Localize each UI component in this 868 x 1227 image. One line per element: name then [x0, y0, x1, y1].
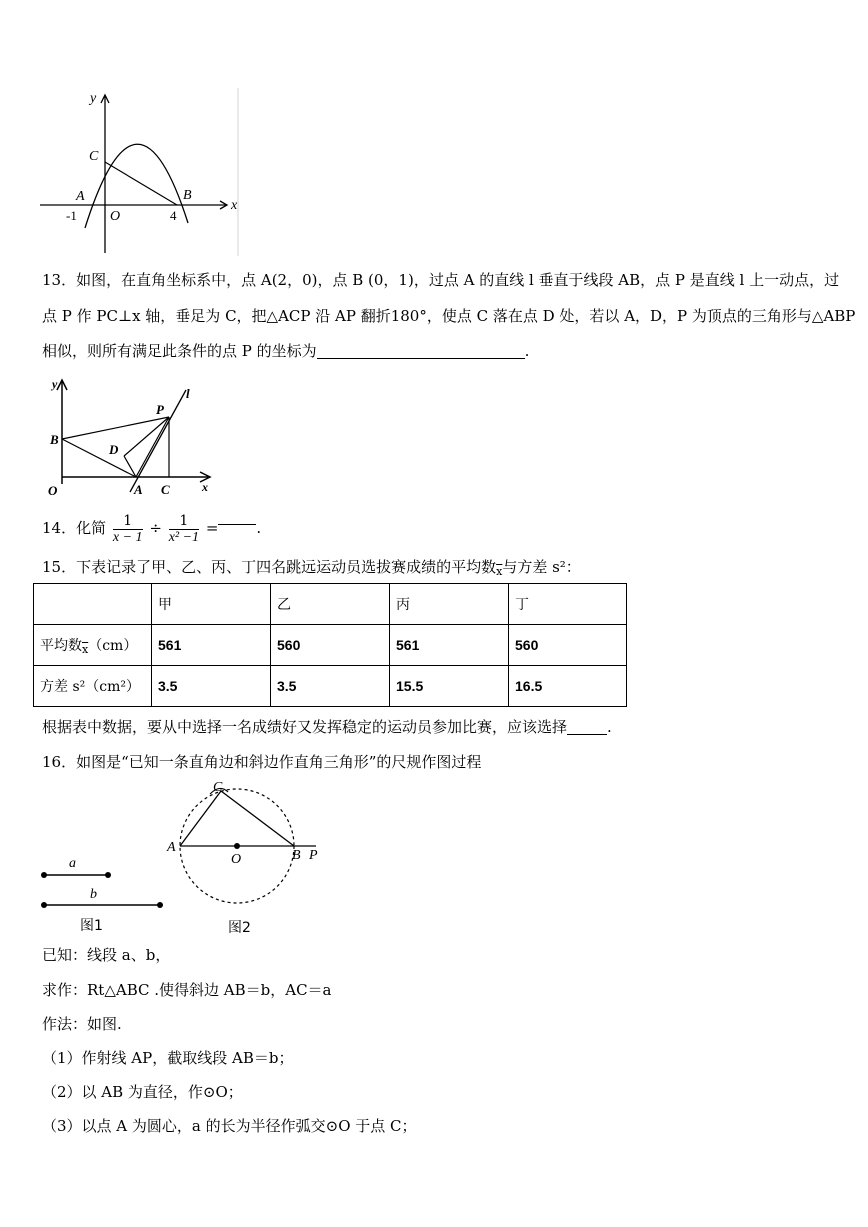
label-a: A: [134, 482, 143, 497]
q16-find: 求作：Rt△ABC .使得斜边 AB＝b，AC＝a: [42, 981, 332, 999]
table-cell: 560: [509, 625, 627, 666]
q14-line: [42, 508, 261, 544]
q16-figure-2: [164, 772, 334, 942]
q15-stem-end: 与方差 s²：: [502, 558, 581, 576]
q15-stem: [42, 557, 581, 582]
equals-sign: =: [205, 519, 219, 537]
table-header-cell: 甲: [152, 584, 271, 625]
label-b: B: [183, 188, 192, 203]
fraction-2: [169, 513, 199, 546]
label-l: l: [186, 386, 190, 401]
q15-stem-text: 15．下表记录了甲、乙、丙、丁四名跳远运动员选拔赛成绩的平均数: [42, 558, 497, 576]
q13-line3-end: .: [524, 342, 530, 360]
fraction-1-denominator: x − 1: [112, 529, 143, 545]
label-o: O: [110, 209, 121, 224]
table-header-cell: [34, 584, 152, 625]
label-c: C: [161, 482, 170, 497]
q13-line3: [42, 341, 529, 361]
q15-after: [42, 717, 612, 737]
label-x: x: [231, 198, 238, 213]
q14-end: .: [256, 519, 262, 537]
q13-line2: 点 P 作 PC⊥x 轴，垂足为 C，把△ACP 沿 AP 翻折180°，使点 C 落在点 D 处，若以 A，D，P 为顶点的三角形与△ABP: [42, 307, 856, 325]
table-row-label: 方差 s²（cm²）: [34, 666, 152, 707]
q13-line3-text: 相似，则所有满足此条件的点 P 的坐标为: [42, 342, 317, 360]
label-a: A: [167, 840, 176, 855]
xbar-symbol: x: [496, 565, 503, 578]
caption-fig1: 图1: [80, 918, 103, 934]
table-cell: 3.5: [271, 666, 390, 707]
label-y: y: [52, 377, 58, 391]
label-o: O: [231, 852, 242, 867]
table-header-cell: 乙: [271, 584, 390, 625]
answer-blank-15[interactable]: [567, 720, 607, 735]
fraction-2-numerator: 1: [169, 513, 199, 530]
table-row-label: [34, 625, 152, 666]
label-o: O: [48, 483, 58, 498]
label-4: 4: [170, 208, 177, 223]
label-p: P: [309, 848, 318, 863]
table-row: [34, 666, 627, 707]
divide-sign: ÷: [149, 519, 162, 537]
fraction-1: [113, 513, 143, 546]
q16-stem: 16．如图是“已知一条直角边和斜边作直角三角形”的尺规作图过程: [42, 753, 482, 771]
answer-blank-14[interactable]: [218, 508, 256, 525]
table-cell: 561: [390, 625, 509, 666]
q16-known: 已知：线段 a、b，: [42, 946, 171, 964]
q15-after-end: .: [607, 718, 612, 736]
table-header-cell: 丙: [390, 584, 509, 625]
label-b: B: [292, 848, 301, 863]
fraction-2-denominator: x² −1: [168, 529, 200, 545]
table-row: [34, 625, 627, 666]
table-cell: 3.5: [152, 666, 271, 707]
label-p: P: [156, 402, 164, 417]
results-table: [33, 583, 627, 707]
q16-step2: （2）以 AB 为直径，作⊙O；: [42, 1083, 243, 1101]
parabola-figure: [38, 88, 248, 258]
q15-after-text: 根据表中数据，要从中选择一名成绩好又发挥稳定的运动员参加比赛，应该选择: [42, 718, 568, 736]
table-cell: 560: [271, 625, 390, 666]
q16-step1: （1）作射线 AP，截取线段 AB＝b；: [42, 1049, 294, 1067]
row1-label: 平均数: [40, 637, 82, 654]
q13-line1: 13．如图，在直角坐标系中，点 A(2，0)，点 B (0，1)，过点 A 的直线 l 垂直于线段 AB，点 P 是直线 l 上一动点，过: [42, 271, 840, 289]
q16-method: 作法：如图.: [42, 1015, 122, 1033]
label-y: y: [90, 91, 97, 106]
table-cell: 561: [152, 625, 271, 666]
label-b: b: [90, 887, 97, 902]
label-d: D: [109, 442, 119, 457]
caption-fig2: 图2: [228, 920, 251, 936]
table-cell: 16.5: [509, 666, 627, 707]
table-cell: 15.5: [390, 666, 509, 707]
xbar-symbol: x: [82, 642, 89, 656]
label-c: C: [213, 780, 223, 795]
q16-step3: （3）以点 A 为圆心，a 的长为半径作弧交⊙O 于点 C；: [42, 1117, 417, 1135]
table-header-row: [34, 584, 627, 625]
label-x: x: [202, 480, 208, 494]
label-a: A: [76, 189, 85, 204]
label-a: a: [69, 856, 76, 871]
answer-blank-13[interactable]: [317, 344, 525, 359]
table-header-cell: 丁: [509, 584, 627, 625]
label-c: C: [89, 149, 99, 164]
q14-prefix: 14．化简: [42, 519, 107, 537]
label-neg1: -1: [66, 208, 77, 223]
row1-unit: （cm）: [88, 637, 138, 654]
q16-figure-1: [36, 850, 176, 940]
label-b: B: [50, 432, 59, 447]
fraction-1-numerator: 1: [113, 513, 143, 530]
q13-figure: [40, 372, 220, 502]
